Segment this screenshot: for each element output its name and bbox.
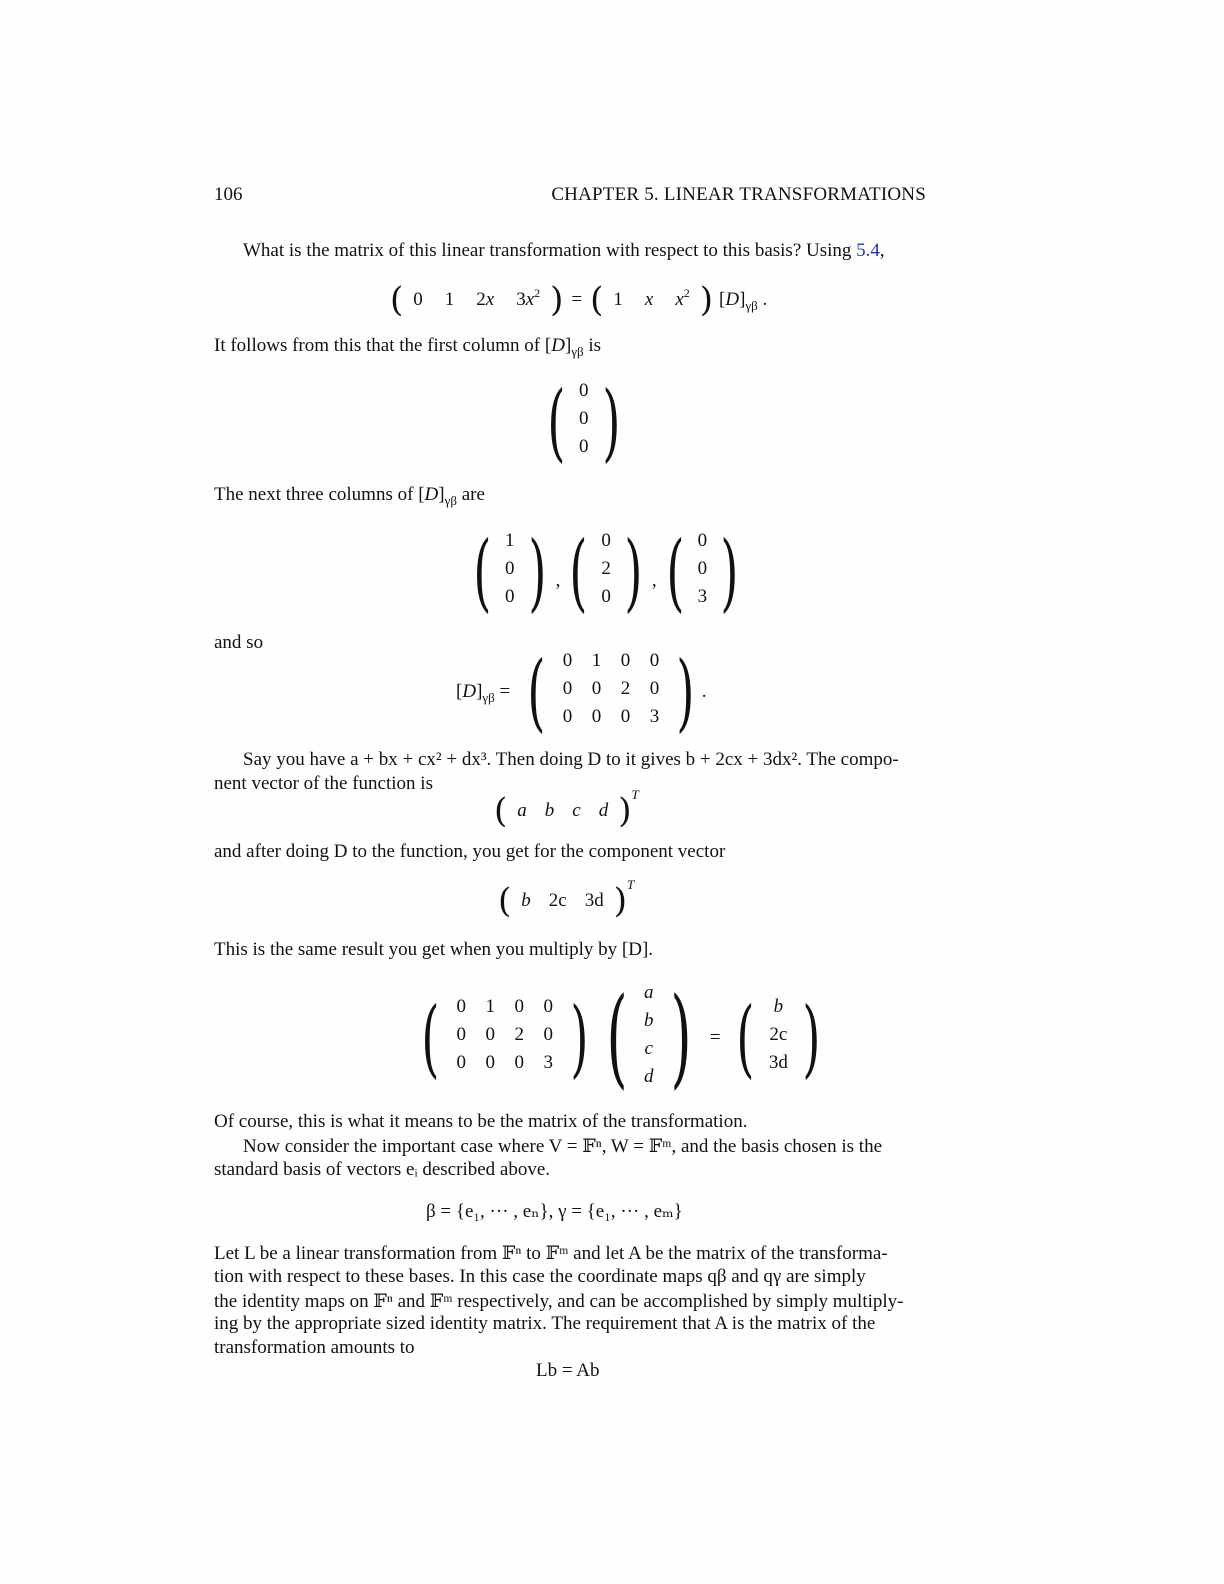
paragraph-4: and so xyxy=(214,632,264,653)
paragraph-2: It follows from this that the first column of $[D]_{\gamma\beta}$ is xyxy=(214,335,602,359)
paragraph-9-line-2: tion with respect to these bases. In this case the coordinate maps qβ and qγ are simply xyxy=(214,1266,866,1287)
paragraph-6: and after doing D to the function, you get for the component vector xyxy=(214,841,726,862)
page-number: 106 xyxy=(214,184,243,205)
paragraph-9-line-3: the identity maps on 𝔽ⁿ and 𝔽ᵐ respectively, and can be accomplished by simply multiply- xyxy=(214,1291,904,1312)
product-vector: a b c d xyxy=(643,982,654,1087)
row-vector-right: 1 x $x^2$ xyxy=(613,286,690,310)
equation-reference-link[interactable]: 5.4 xyxy=(856,240,880,261)
running-title: CHAPTER 5. LINEAR TRANSFORMATIONS xyxy=(551,184,926,205)
paragraph-8-line-3: standard basis of vectors eᵢ described above. xyxy=(214,1159,551,1180)
paragraph-5-line-2: nent vector of the function is xyxy=(214,773,433,794)
product-result: b 2c 3d xyxy=(768,996,788,1073)
bases-equation: β = {e₁, ··· , eₙ}, γ = {e₁, ··· , eₘ} xyxy=(426,1201,683,1222)
paragraph-5-line-1: Say you have a + bx + cx² + dx³. Then doing D to it gives b + 2cx + 3dx². The compo- xyxy=(243,749,899,770)
next-three-columns: ( 1 0 0 ) , ( 0 2 0 ) , ( 0 0 3 ) xyxy=(473,523,739,621)
row-vector-left: 0 1 2x $3x^2$ xyxy=(413,286,541,310)
equation-row-vector: ( 0 1 2x $3x^2$ ) = ( 1 x $x^2$ ) $[D]_{\gamma\beta}$ . xyxy=(390,280,768,320)
matrix-product-equation: ( 0 1 0 0 0 0 2 0 0 0 0 3 ) ( a b c d ) = ( b 2c 3d ) xyxy=(421,975,821,1100)
product-matrix: 0 1 0 0 0 0 2 0 0 0 0 3 xyxy=(456,996,554,1073)
matrix-D-equation: $[D]_{\gamma\beta}$ = ( 0 1 0 0 0 0 2 0 0 0 0 3 ) . xyxy=(456,643,707,741)
paragraph-9-line-4: ing by the appropriate sized identity matrix. The requirement that A is the matrix of the xyxy=(214,1313,876,1334)
paragraph-9-line-1: Let L be a linear transformation from 𝔽ⁿ to 𝔽ᵐ and let A be the matrix of the transforma- xyxy=(214,1243,888,1264)
first-column-vector: ( 0 0 0 ) xyxy=(547,373,621,471)
paragraph-8-line-2: Now consider the important case where V = 𝔽ⁿ, W = 𝔽ᵐ, and the basis chosen is the xyxy=(243,1136,883,1157)
component-vector-result: ( b 2c 3d ) T xyxy=(498,877,635,921)
paragraph-3: The next three columns of $[D]_{\gamma\beta}$ are xyxy=(214,484,485,508)
matrix-D: 0 1 0 0 0 0 2 0 0 0 0 3 xyxy=(562,650,660,727)
paragraph-7: This is the same result you get when you multiply by [D]. xyxy=(214,939,654,960)
paragraph-1: What is the matrix of this linear transformation with respect to this basis? Using 5.4, xyxy=(243,240,885,261)
paragraph-8-line-1: Of course, this is what it means to be the matrix of the transformation. xyxy=(214,1111,748,1132)
paragraph-9-line-5: transformation amounts to xyxy=(214,1337,415,1358)
component-vector-abcd: ( a b c d ) T xyxy=(494,787,639,831)
final-equation: Lb = Ab xyxy=(536,1360,600,1381)
